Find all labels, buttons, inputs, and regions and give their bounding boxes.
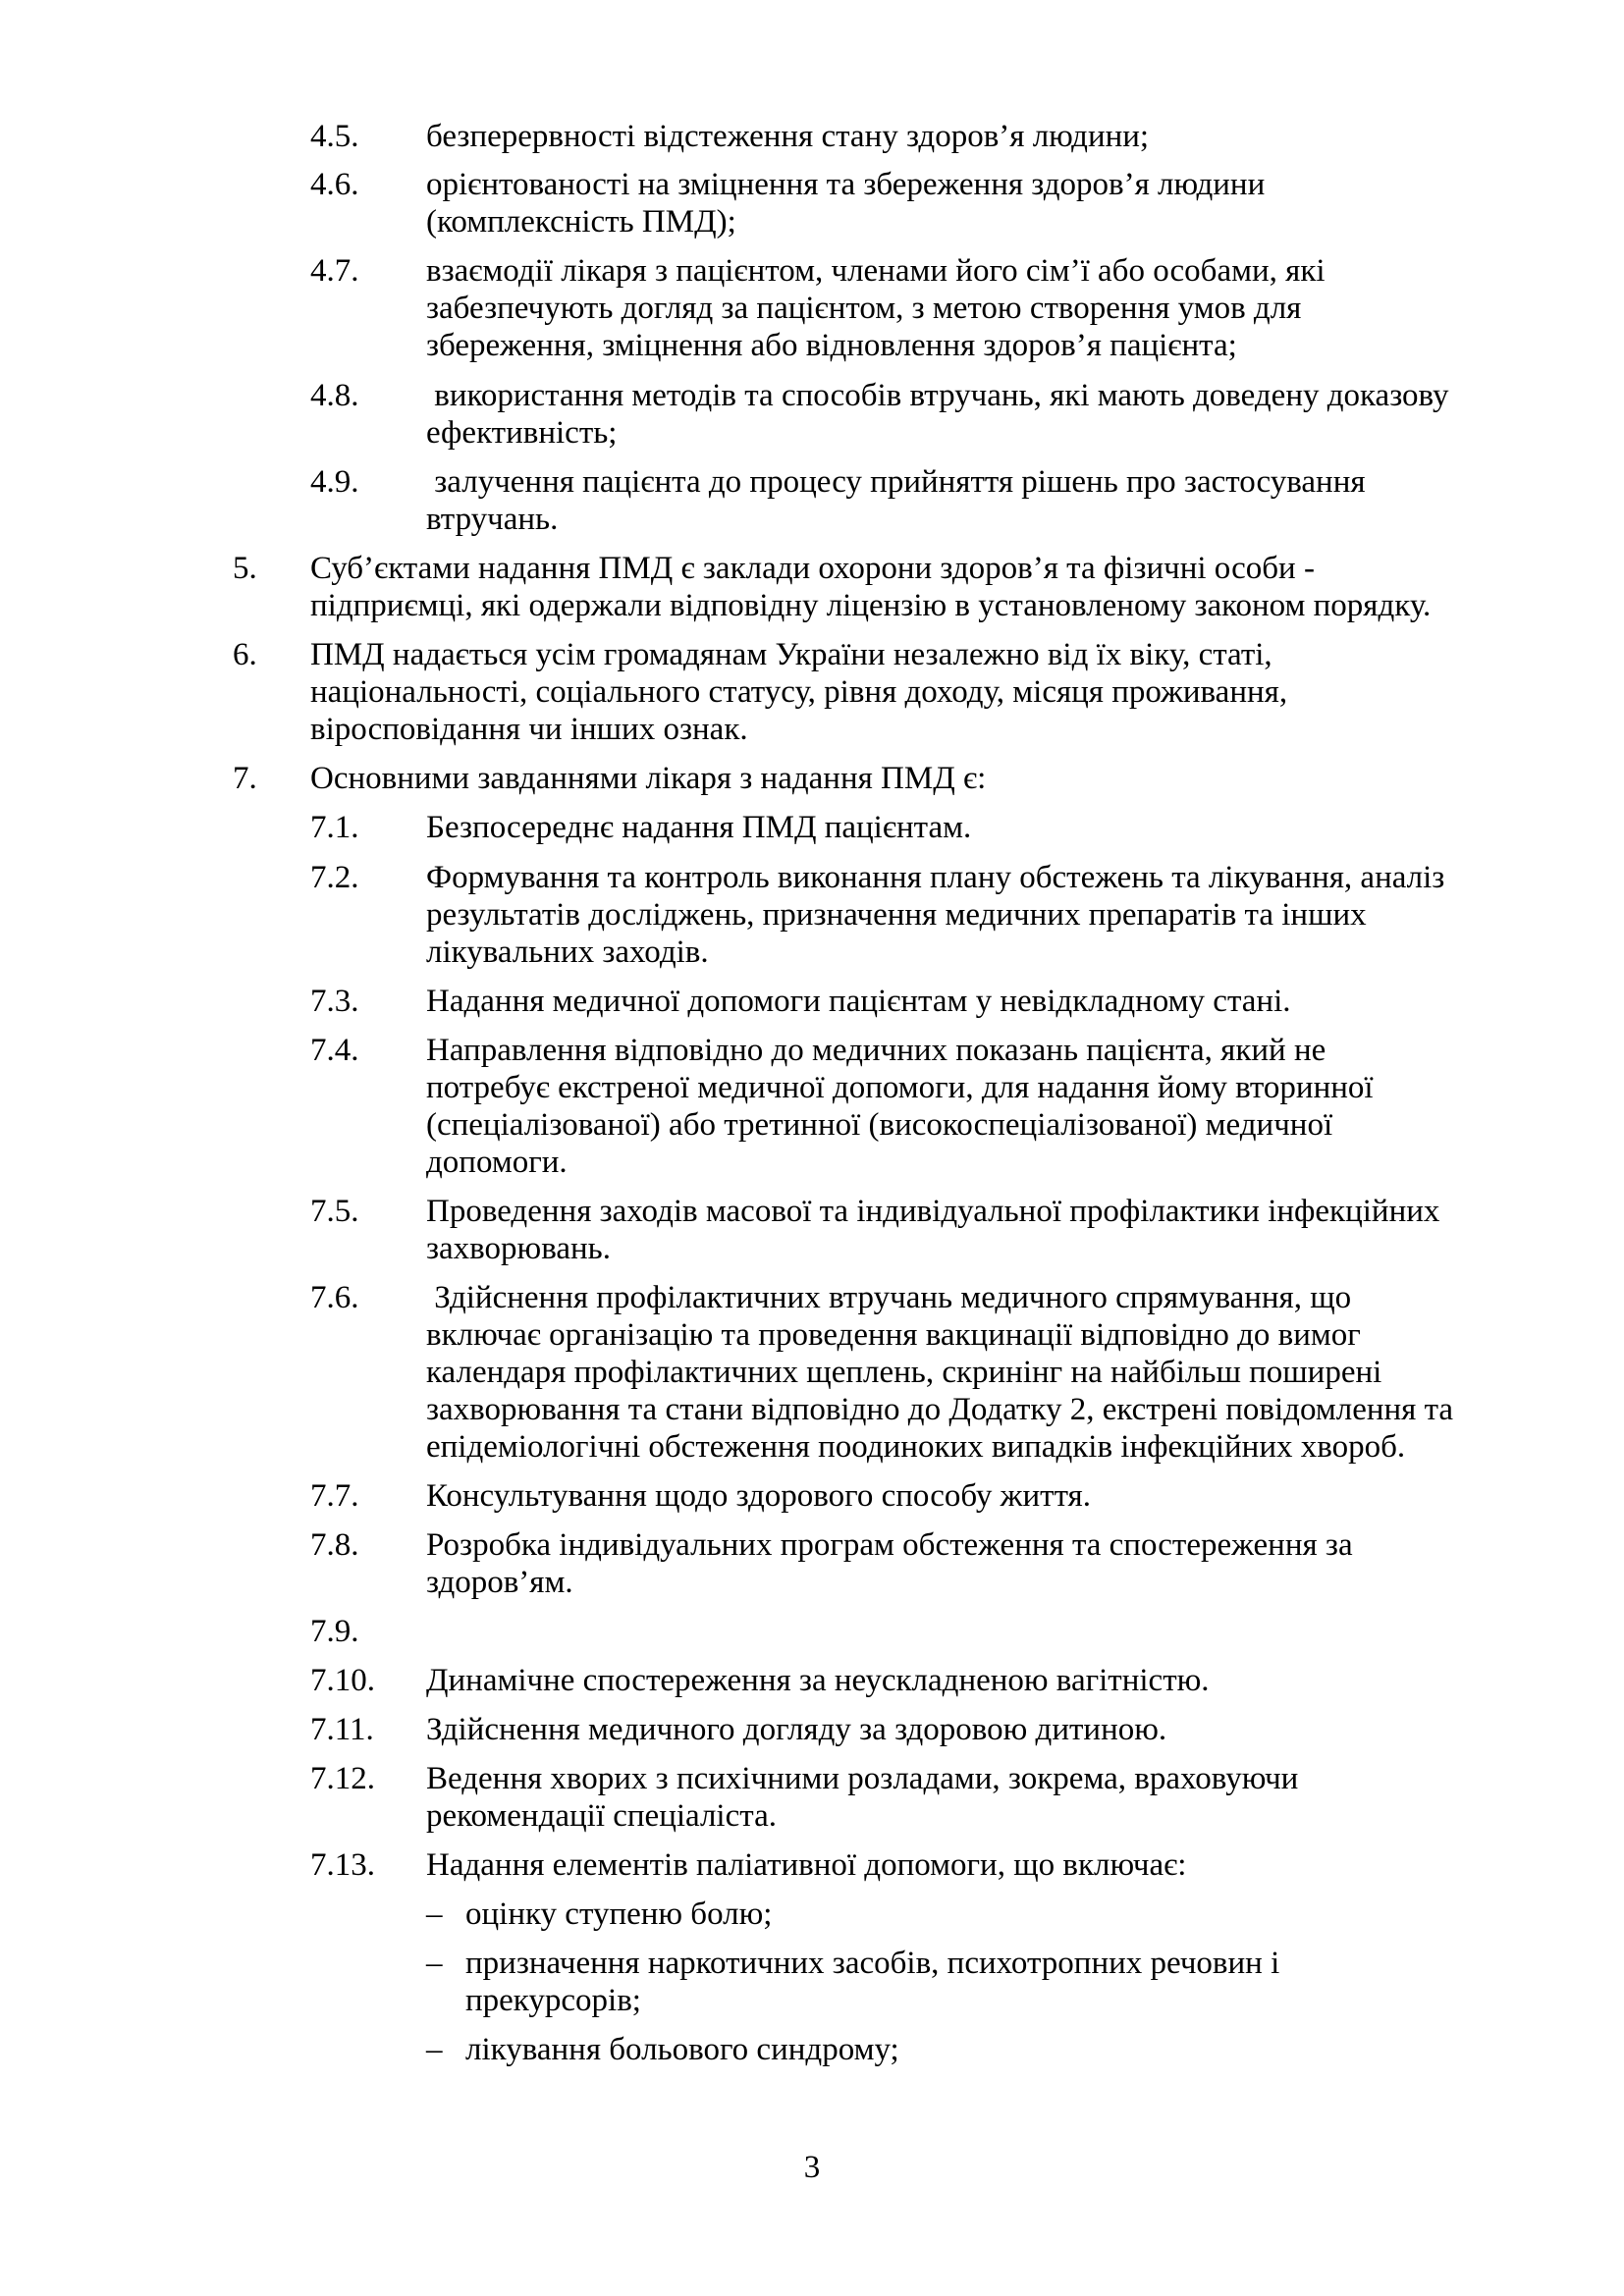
item-text: Розробка індивідуальних програм обстеження та спостереження за <box>426 1527 1353 1563</box>
item-number: 7. <box>233 761 257 796</box>
item-text: Основними завданнями лікаря з надання ПМД є: <box>310 761 987 796</box>
item-text: включає організацію та проведення вакцинації відповідно до вимог <box>426 1317 1361 1353</box>
item-text: Проведення заходів масової та індивідуальної профілактики інфекційних <box>426 1194 1440 1229</box>
item-number: 7.9. <box>310 1614 359 1649</box>
item-number: 7.12. <box>310 1761 375 1796</box>
item-number: 5. <box>233 551 257 586</box>
dash-bullet: – <box>426 2032 443 2067</box>
item-number: 7.2. <box>310 860 359 895</box>
item-text: Безпосереднє надання ПМД пацієнтам. <box>426 810 972 845</box>
item-text: захворювань. <box>426 1231 611 1266</box>
item-number: 7.8. <box>310 1527 359 1563</box>
item-text: Здійснення профілактичних втручань медичного спрямування, що <box>426 1280 1352 1315</box>
item-text: Формування та контроль виконання плану обстежень та лікування, аналіз <box>426 860 1445 895</box>
item-number: 4.8. <box>310 378 359 413</box>
item-number: 7.11. <box>310 1712 374 1747</box>
item-text: Надання медичної допомоги пацієнтам у невідкладному стані. <box>426 984 1291 1019</box>
item-number: 6. <box>233 637 257 672</box>
item-number: 4.7. <box>310 253 359 289</box>
item-number: 4.6. <box>310 167 359 202</box>
item-text: взаємодії лікаря з пацієнтом, членами його сім’ї або особами, які <box>426 253 1326 289</box>
item-number: 7.10. <box>310 1663 375 1698</box>
item-text: ефективність; <box>426 415 618 451</box>
item-number: 7.3. <box>310 984 359 1019</box>
item-text: забезпечують догляд за пацієнтом, з метою створення умов для <box>426 291 1302 326</box>
item-text: використання методів та способів втручань, які мають доведену доказову <box>426 378 1449 413</box>
item-text: безперервності відстеження стану здоров’я людини; <box>426 119 1150 154</box>
item-text: захворювання та стани відповідно до Додатку 2, екстрені повідомлення та <box>426 1392 1454 1427</box>
dash-bullet: – <box>426 1946 443 1981</box>
item-text: календаря профілактичних щеплень, скринінг на найбільш поширені <box>426 1355 1382 1390</box>
item-text: рекомендації спеціаліста. <box>426 1798 777 1834</box>
bullet-text: призначення наркотичних засобів, психотропних речовин і <box>465 1946 1280 1981</box>
item-number: 4.5. <box>310 119 359 154</box>
item-text: допомоги. <box>426 1145 568 1180</box>
item-number: 7.4. <box>310 1033 359 1068</box>
item-text: (спеціалізованої) або третинної (високоспеціалізованої) медичної <box>426 1107 1333 1143</box>
item-text: орієнтованості на зміцнення та збереження здоров’я людини <box>426 167 1266 202</box>
item-number: 7.5. <box>310 1194 359 1229</box>
item-text: втручань. <box>426 502 559 537</box>
item-text: результатів досліджень, призначення медичних препаратів та інших <box>426 897 1367 933</box>
dash-bullet: – <box>426 1896 443 1932</box>
bullet-text: оцінку ступеню болю; <box>465 1896 773 1932</box>
item-number: 4.9. <box>310 464 359 500</box>
item-text: підприємці, які одержали відповідну ліцензію в установленому законом порядку. <box>310 588 1432 623</box>
item-number: 7.1. <box>310 810 359 845</box>
item-number: 7.6. <box>310 1280 359 1315</box>
item-text: Надання елементів паліативної допомоги, що включає: <box>426 1847 1187 1883</box>
item-text: здоров’ям. <box>426 1565 573 1600</box>
item-number: 7.13. <box>310 1847 375 1883</box>
item-text: віросповідання чи інших ознак. <box>310 712 748 747</box>
item-text: національності, соціального статусу, рівня доходу, місяця проживання, <box>310 674 1288 710</box>
item-text: Суб’єктами надання ПМД є заклади охорони здоров’я та фізичні особи - <box>310 551 1315 586</box>
item-text: Консультування щодо здорового способу життя. <box>426 1478 1091 1514</box>
item-text: збереження, зміцнення або відновлення здоров’я пацієнта; <box>426 328 1237 363</box>
item-text: епідеміологічні обстеження поодиноких випадків інфекційних хвороб. <box>426 1429 1406 1465</box>
item-number: 7.7. <box>310 1478 359 1514</box>
item-text: Здійснення медичного догляду за здоровою дитиною. <box>426 1712 1167 1747</box>
item-text: залучення пацієнта до процесу прийняття рішень про застосування <box>426 464 1366 500</box>
item-text: Динамічне спостереження за неускладненою вагітністю. <box>426 1663 1210 1698</box>
item-text: (комплексність ПМД); <box>426 204 736 240</box>
item-text: Ведення хворих з психічними розладами, зокрема, враховуючи <box>426 1761 1299 1796</box>
item-text: ПМД надається усім громадянам України незалежно від їх віку, статі, <box>310 637 1272 672</box>
page-number: 3 <box>803 2150 821 2185</box>
bullet-text: прекурсорів; <box>465 1983 641 2018</box>
item-text: Направлення відповідно до медичних показань пацієнта, який не <box>426 1033 1326 1068</box>
item-text: лікувальних заходів. <box>426 934 709 970</box>
item-text: потребує екстреної медичної допомоги, для надання йому вторинної <box>426 1070 1374 1105</box>
bullet-text: лікування больового синдрому; <box>465 2032 899 2067</box>
